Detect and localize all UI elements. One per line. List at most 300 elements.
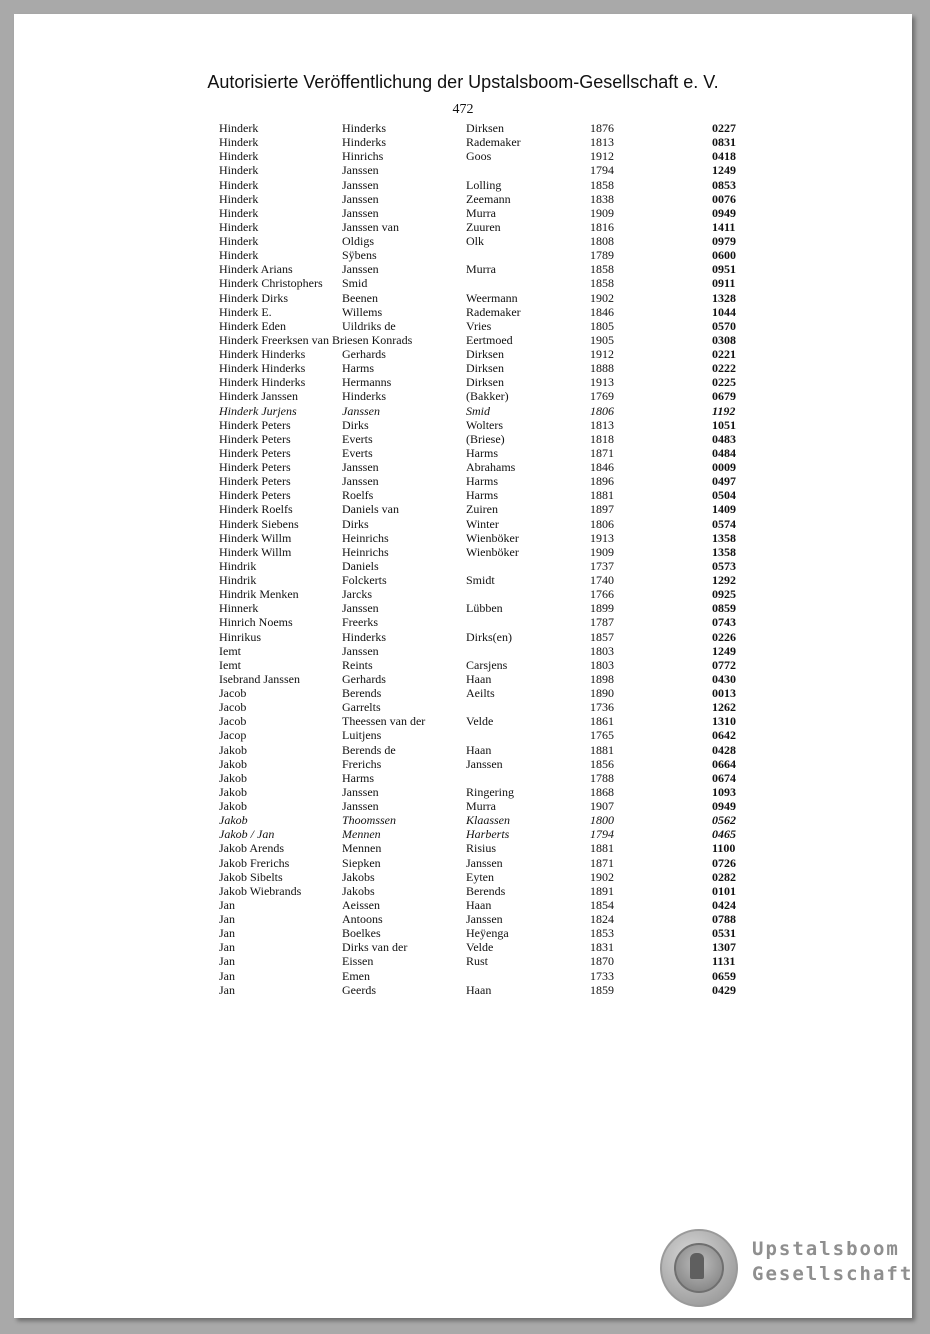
- table-row: [14, 757, 912, 771]
- surname-cell: Janssen: [466, 912, 503, 926]
- year-cell: 1737: [590, 558, 614, 573]
- patronymic-cell: Jakobs: [342, 869, 375, 884]
- year-cell: 1853: [590, 926, 614, 941]
- given-name-cell: Jacob: [219, 714, 247, 729]
- year-cell: 1824: [590, 912, 614, 926]
- given-name-cell: Jacop: [219, 728, 247, 743]
- patronymic-cell: Janssen: [342, 474, 379, 489]
- record-number-cell: 0225: [712, 375, 736, 390]
- patronymic-cell: Hinderks: [342, 135, 386, 150]
- record-number-cell: 0788: [712, 912, 736, 926]
- patronymic-cell: Janssen: [342, 262, 379, 277]
- record-number-cell: 0679: [712, 389, 736, 404]
- table-row: [14, 488, 912, 502]
- surname-cell: Zuuren: [466, 219, 501, 234]
- record-number-cell: 0600: [712, 248, 736, 263]
- patronymic-cell: Heinrichs: [342, 544, 389, 559]
- surname-cell: Velde: [466, 940, 494, 955]
- surname-cell: Janssen: [466, 855, 503, 870]
- year-cell: 1806: [590, 403, 614, 418]
- table-row: [14, 870, 912, 884]
- given-name-cell: Jakob: [219, 813, 248, 828]
- patronymic-cell: Dirks van der: [342, 940, 408, 955]
- given-name-cell: Hinderk Hinderks: [219, 361, 306, 376]
- given-name-cell: Jakob: [219, 799, 247, 813]
- given-name-cell: Jakob: [219, 756, 247, 771]
- year-cell: 1740: [590, 573, 614, 587]
- year-cell: 1912: [590, 149, 614, 164]
- surname-cell: Winter: [466, 516, 499, 531]
- year-cell: 1813: [590, 135, 614, 150]
- given-name-cell: Hinderk Freerksen van Briesen Konrads: [219, 332, 413, 347]
- year-cell: 1765: [590, 728, 614, 743]
- surname-cell: Haan: [466, 982, 492, 997]
- surname-cell: Weermann: [466, 290, 518, 305]
- patronymic-cell: Roelfs: [342, 488, 374, 503]
- given-name-cell: Jan: [219, 897, 235, 912]
- patronymic-cell: Heinrichs: [342, 530, 389, 545]
- surname-cell: Risius: [466, 841, 497, 856]
- record-number-cell: 1249: [712, 643, 736, 658]
- year-cell: 1858: [590, 177, 614, 192]
- year-cell: 1794: [590, 827, 614, 842]
- table-row: [14, 841, 912, 855]
- table-row: [14, 728, 912, 742]
- table-row: [14, 686, 912, 700]
- table-row: [14, 799, 912, 813]
- year-cell: 1857: [590, 629, 614, 644]
- record-number-cell: 1328: [712, 290, 736, 305]
- record-number-cell: 1093: [712, 784, 736, 799]
- record-number-cell: 1249: [712, 163, 736, 178]
- record-number-cell: 0743: [712, 615, 736, 630]
- given-name-cell: Hinderk Willm: [219, 530, 292, 545]
- surname-cell: Eertmoed: [466, 332, 513, 347]
- record-number-cell: 0221: [712, 347, 736, 361]
- surname-cell: Wolters: [466, 417, 504, 432]
- surname-cell: Murra: [466, 205, 496, 220]
- table-row: [14, 940, 912, 954]
- logo-text: [752, 1237, 913, 1287]
- table-row: [14, 672, 912, 686]
- record-number-cell: 0772: [712, 657, 736, 672]
- record-number-cell: 0226: [712, 629, 736, 644]
- record-number-cell: 0076: [712, 191, 736, 206]
- year-cell: 1890: [590, 686, 614, 700]
- table-row: [14, 827, 912, 841]
- record-number-cell: 0531: [712, 926, 736, 941]
- record-number-cell: 0979: [712, 234, 736, 248]
- record-number-cell: 0853: [712, 177, 736, 192]
- record-number-cell: 1310: [712, 714, 736, 729]
- patronymic-cell: Gerhards: [342, 671, 386, 686]
- table-row: [14, 630, 912, 644]
- year-cell: 1881: [590, 488, 614, 503]
- patronymic-cell: Gerhards: [342, 347, 386, 361]
- record-number-cell: 0573: [712, 558, 736, 573]
- surname-cell: Haan: [466, 671, 492, 686]
- table-row: [14, 305, 912, 319]
- year-cell: 1891: [590, 883, 614, 898]
- surname-cell: Eyten: [466, 869, 494, 884]
- logo-line-2: Gesellschaft: [752, 1263, 914, 1285]
- surname-cell: Murra: [466, 799, 496, 813]
- table-row: [14, 743, 912, 757]
- patronymic-cell: Everts: [342, 445, 373, 460]
- year-cell: 1787: [590, 615, 614, 630]
- given-name-cell: Hinderk Siebens: [219, 516, 299, 531]
- table-row: [14, 135, 912, 149]
- record-number-cell: 0562: [712, 813, 736, 828]
- patronymic-cell: Hinderks: [342, 389, 386, 404]
- table-row: [14, 545, 912, 559]
- surname-cell: (Briese): [466, 431, 505, 446]
- table-row: [14, 771, 912, 785]
- record-number-cell: 0574: [712, 516, 736, 531]
- given-name-cell: Hinderk Willm: [219, 544, 292, 559]
- surname-cell: Harms: [466, 445, 498, 460]
- patronymic-cell: Dirks: [342, 417, 369, 432]
- given-name-cell: Hinderk Peters: [219, 431, 291, 446]
- record-number-cell: 0570: [712, 318, 736, 333]
- surname-cell: Berends: [466, 883, 506, 898]
- record-number-cell: 0430: [712, 671, 736, 686]
- record-number-cell: 0951: [712, 262, 736, 277]
- given-name-cell: Hinderk Arians: [219, 262, 293, 277]
- surname-cell: Lolling: [466, 177, 502, 192]
- table-row: [14, 898, 912, 912]
- table-row: [14, 954, 912, 968]
- record-number-cell: 1358: [712, 530, 736, 545]
- surname-cell: Zeemann: [466, 191, 511, 206]
- surname-cell: Carsjens: [466, 657, 508, 672]
- year-cell: 1818: [590, 431, 614, 446]
- patronymic-cell: Janssen: [342, 643, 379, 658]
- surname-cell: (Bakker): [466, 389, 509, 404]
- given-name-cell: Jakob: [219, 742, 247, 757]
- surname-cell: Dirksen: [466, 361, 504, 376]
- table-row: [14, 474, 912, 488]
- patronymic-cell: Mennen: [342, 841, 382, 856]
- patronymic-cell: Freerks: [342, 615, 378, 630]
- given-name-cell: Hinderk: [219, 177, 259, 192]
- year-cell: 1813: [590, 417, 614, 432]
- patronymic-cell: Luitjens: [342, 728, 382, 743]
- patronymic-cell: Hermanns: [342, 375, 392, 390]
- surname-cell: Harms: [466, 488, 498, 503]
- given-name-cell: Hinnerk: [219, 601, 259, 616]
- patronymic-cell: Janssen: [342, 205, 379, 220]
- page-header: Autorisierte Veröffentlichung der Upstalsboom-Gesellschaft e. V.: [207, 72, 719, 92]
- record-number-cell: 1192: [712, 403, 736, 418]
- given-name-cell: Jan: [219, 926, 235, 941]
- page-number: 472: [452, 102, 474, 117]
- table-row: [14, 432, 912, 446]
- table-row: [14, 983, 912, 997]
- year-cell: 1816: [590, 219, 614, 234]
- record-number-cell: 0465: [712, 827, 736, 842]
- record-number-cell: 0911: [712, 276, 736, 291]
- given-name-cell: Jakob Arends: [219, 841, 284, 856]
- patronymic-cell: Harms: [342, 770, 374, 785]
- patronymic-cell: Daniels: [342, 558, 379, 573]
- patronymic-cell: Oldigs: [342, 234, 375, 248]
- surname-cell: Ringering: [466, 784, 514, 799]
- record-number-cell: 0949: [712, 799, 736, 813]
- table-row: [14, 856, 912, 870]
- patronymic-cell: Hinrichs: [342, 149, 384, 164]
- given-name-cell: Jacob: [219, 686, 247, 700]
- record-number-cell: 0497: [712, 474, 736, 489]
- year-cell: 1902: [590, 869, 614, 884]
- given-name-cell: Hinderk Janssen: [219, 389, 298, 404]
- table-row: [14, 912, 912, 926]
- record-number-cell: 1358: [712, 544, 736, 559]
- given-name-cell: Jakob Wiebrands: [219, 883, 302, 898]
- patronymic-cell: Janssen: [342, 191, 379, 206]
- patronymic-cell: Smid: [342, 276, 368, 291]
- given-name-cell: Hinderk E.: [219, 304, 272, 319]
- logo-line-1: Upstalsboom: [752, 1238, 900, 1260]
- record-number-cell: 0659: [712, 968, 736, 983]
- record-number-cell: 0483: [712, 431, 736, 446]
- patronymic-cell: Theessen van der: [342, 714, 426, 729]
- record-number-cell: 0101: [712, 883, 736, 898]
- year-cell: 1899: [590, 601, 614, 616]
- year-cell: 1800: [590, 813, 614, 828]
- surname-cell: Zuiren: [466, 502, 498, 517]
- table-row: [14, 926, 912, 940]
- surname-cell: Janssen: [466, 756, 503, 771]
- patronymic-cell: Everts: [342, 431, 373, 446]
- surname-cell: Rust: [466, 954, 489, 969]
- table-row: [14, 404, 912, 418]
- table-row: [14, 234, 912, 248]
- record-number-cell: 0013: [712, 686, 736, 700]
- given-name-cell: Hinderk: [219, 234, 259, 248]
- record-number-cell: 1409: [712, 502, 736, 517]
- year-cell: 1876: [590, 121, 614, 135]
- table-row: [14, 178, 912, 192]
- table-row: [14, 375, 912, 389]
- year-cell: 1871: [590, 445, 614, 460]
- year-cell: 1905: [590, 332, 614, 347]
- record-number-cell: 0674: [712, 770, 736, 785]
- table-row: [14, 969, 912, 983]
- patronymic-cell: Hinderks: [342, 629, 386, 644]
- given-name-cell: Hinderk Hinderks: [219, 375, 306, 390]
- table-row: [14, 714, 912, 728]
- given-name-cell: Hinderk: [219, 163, 259, 178]
- patronymic-cell: Thoomssen: [342, 813, 397, 828]
- given-name-cell: Hinderk Jurjens: [219, 403, 297, 418]
- table-row: [14, 601, 912, 615]
- year-cell: 1856: [590, 756, 614, 771]
- year-cell: 1803: [590, 657, 614, 672]
- record-number-cell: 1292: [712, 573, 736, 587]
- given-name-cell: Hindrik Menken: [219, 587, 299, 602]
- given-name-cell: Hinderk Hinderks: [219, 347, 306, 361]
- patronymic-cell: Janssen van: [342, 219, 399, 234]
- year-cell: 1871: [590, 855, 614, 870]
- year-cell: 1898: [590, 671, 614, 686]
- given-name-cell: Hinderk Peters: [219, 474, 291, 489]
- surname-cell: Smid: [466, 403, 490, 418]
- surname-cell: Harberts: [466, 827, 510, 842]
- record-number-cell: 0227: [712, 121, 736, 135]
- table-row: [14, 276, 912, 290]
- table-row: [14, 149, 912, 163]
- patronymic-cell: Janssen: [342, 601, 379, 616]
- surname-cell: Rademaker: [466, 135, 521, 150]
- given-name-cell: Jakob Sibelts: [219, 869, 283, 884]
- given-name-cell: Jakob Frerichs: [219, 855, 290, 870]
- record-number-cell: 0726: [712, 855, 736, 870]
- name-register-table: [14, 121, 912, 997]
- year-cell: 1858: [590, 276, 614, 291]
- given-name-cell: Hinderk Peters: [219, 417, 291, 432]
- year-cell: 1846: [590, 304, 614, 319]
- record-number-cell: 0949: [712, 205, 736, 220]
- given-name-cell: Hinderk: [219, 135, 259, 150]
- surname-cell: Dirks(en): [466, 629, 512, 644]
- year-cell: 1870: [590, 954, 614, 969]
- table-row: [14, 559, 912, 573]
- record-number-cell: 1307: [712, 940, 736, 955]
- record-number-cell: 0282: [712, 869, 736, 884]
- year-cell: 1909: [590, 544, 614, 559]
- year-cell: 1897: [590, 502, 614, 517]
- table-row: [14, 884, 912, 898]
- surname-cell: Harms: [466, 474, 498, 489]
- surname-cell: Rademaker: [466, 304, 521, 319]
- table-row: [14, 446, 912, 460]
- year-cell: 1861: [590, 714, 614, 729]
- given-name-cell: Jan: [219, 940, 235, 955]
- record-number-cell: 1100: [712, 841, 736, 856]
- year-cell: 1803: [590, 643, 614, 658]
- patronymic-cell: Beenen: [342, 290, 378, 305]
- table-row: [14, 192, 912, 206]
- table-row: [14, 460, 912, 474]
- patronymic-cell: Janssen: [342, 177, 379, 192]
- patronymic-cell: Sÿbens: [342, 248, 377, 263]
- surname-cell: Lübben: [466, 601, 503, 616]
- record-number-cell: 0504: [712, 488, 736, 503]
- given-name-cell: Iemt: [219, 643, 241, 658]
- surname-cell: Goos: [466, 149, 492, 164]
- surname-cell: Olk: [466, 234, 484, 248]
- given-name-cell: Hinderk Peters: [219, 488, 291, 503]
- given-name-cell: Jakob: [219, 770, 247, 785]
- patronymic-cell: Emen: [342, 968, 370, 983]
- record-number-cell: 0428: [712, 742, 736, 757]
- patronymic-cell: Frerichs: [342, 756, 382, 771]
- given-name-cell: Hindrik: [219, 558, 257, 573]
- patronymic-cell: Dirks: [342, 516, 369, 531]
- patronymic-cell: Berends de: [342, 742, 396, 757]
- given-name-cell: Jakob / Jan: [219, 827, 275, 842]
- surname-cell: Heÿenga: [466, 926, 509, 941]
- record-number-cell: 0642: [712, 728, 736, 743]
- year-cell: 1881: [590, 841, 614, 856]
- surname-cell: Klaassen: [466, 813, 511, 828]
- table-row: [14, 700, 912, 714]
- surname-cell: Wienböker: [466, 544, 519, 559]
- given-name-cell: Jan: [219, 982, 235, 997]
- table-row: [14, 333, 912, 347]
- surname-cell: Dirksen: [466, 121, 504, 135]
- year-cell: 1913: [590, 530, 614, 545]
- given-name-cell: Hinderk Dirks: [219, 290, 288, 305]
- year-cell: 1881: [590, 742, 614, 757]
- patronymic-cell: Reints: [342, 657, 373, 672]
- table-row: [14, 502, 912, 516]
- surname-cell: Aeilts: [466, 686, 495, 700]
- record-number-cell: 0484: [712, 445, 736, 460]
- table-row: [14, 658, 912, 672]
- upstalsboom-logo: [660, 1229, 914, 1309]
- year-cell: 1868: [590, 784, 614, 799]
- table-row: [14, 163, 912, 177]
- table-row: [14, 813, 912, 827]
- patronymic-cell: Jakobs: [342, 883, 375, 898]
- patronymic-cell: Eissen: [342, 954, 374, 969]
- record-number-cell: 1131: [712, 954, 736, 969]
- year-cell: 1789: [590, 248, 614, 263]
- surname-cell: Dirksen: [466, 347, 504, 361]
- given-name-cell: Jacob: [219, 700, 247, 715]
- year-cell: 1794: [590, 163, 614, 178]
- year-cell: 1858: [590, 262, 614, 277]
- patronymic-cell: Janssen: [342, 460, 379, 474]
- patronymic-cell: Janssen: [342, 163, 379, 178]
- document-page: [14, 14, 912, 1318]
- table-row: [14, 220, 912, 234]
- year-cell: 1769: [590, 389, 614, 404]
- patronymic-cell: Jarcks: [342, 587, 372, 602]
- record-number-cell: 1411: [712, 219, 736, 234]
- year-cell: 1806: [590, 516, 614, 531]
- record-number-cell: 0925: [712, 587, 736, 602]
- year-cell: 1907: [590, 799, 614, 813]
- year-cell: 1838: [590, 191, 614, 206]
- patronymic-cell: Hinderks: [342, 121, 386, 135]
- table-row: [14, 785, 912, 799]
- table-row: [14, 206, 912, 220]
- table-row: [14, 644, 912, 658]
- patronymic-cell: Geerds: [342, 982, 376, 997]
- year-cell: 1859: [590, 982, 614, 997]
- patronymic-cell: Willems: [342, 304, 383, 319]
- given-name-cell: Hinderk: [219, 219, 259, 234]
- table-row: [14, 531, 912, 545]
- record-number-cell: 0664: [712, 756, 736, 771]
- given-name-cell: Hinderk: [219, 248, 259, 263]
- surname-cell: Abrahams: [466, 460, 516, 474]
- year-cell: 1896: [590, 474, 614, 489]
- given-name-cell: Hinrich Noems: [219, 615, 293, 630]
- patronymic-cell: Janssen: [342, 799, 379, 813]
- table-row: [14, 248, 912, 262]
- table-row: [14, 347, 912, 361]
- year-cell: 1788: [590, 770, 614, 785]
- year-cell: 1888: [590, 361, 614, 376]
- given-name-cell: Jan: [219, 912, 235, 926]
- patronymic-cell: Daniels van: [342, 502, 399, 517]
- patronymic-cell: Antoons: [342, 912, 383, 926]
- surname-cell: Dirksen: [466, 375, 504, 390]
